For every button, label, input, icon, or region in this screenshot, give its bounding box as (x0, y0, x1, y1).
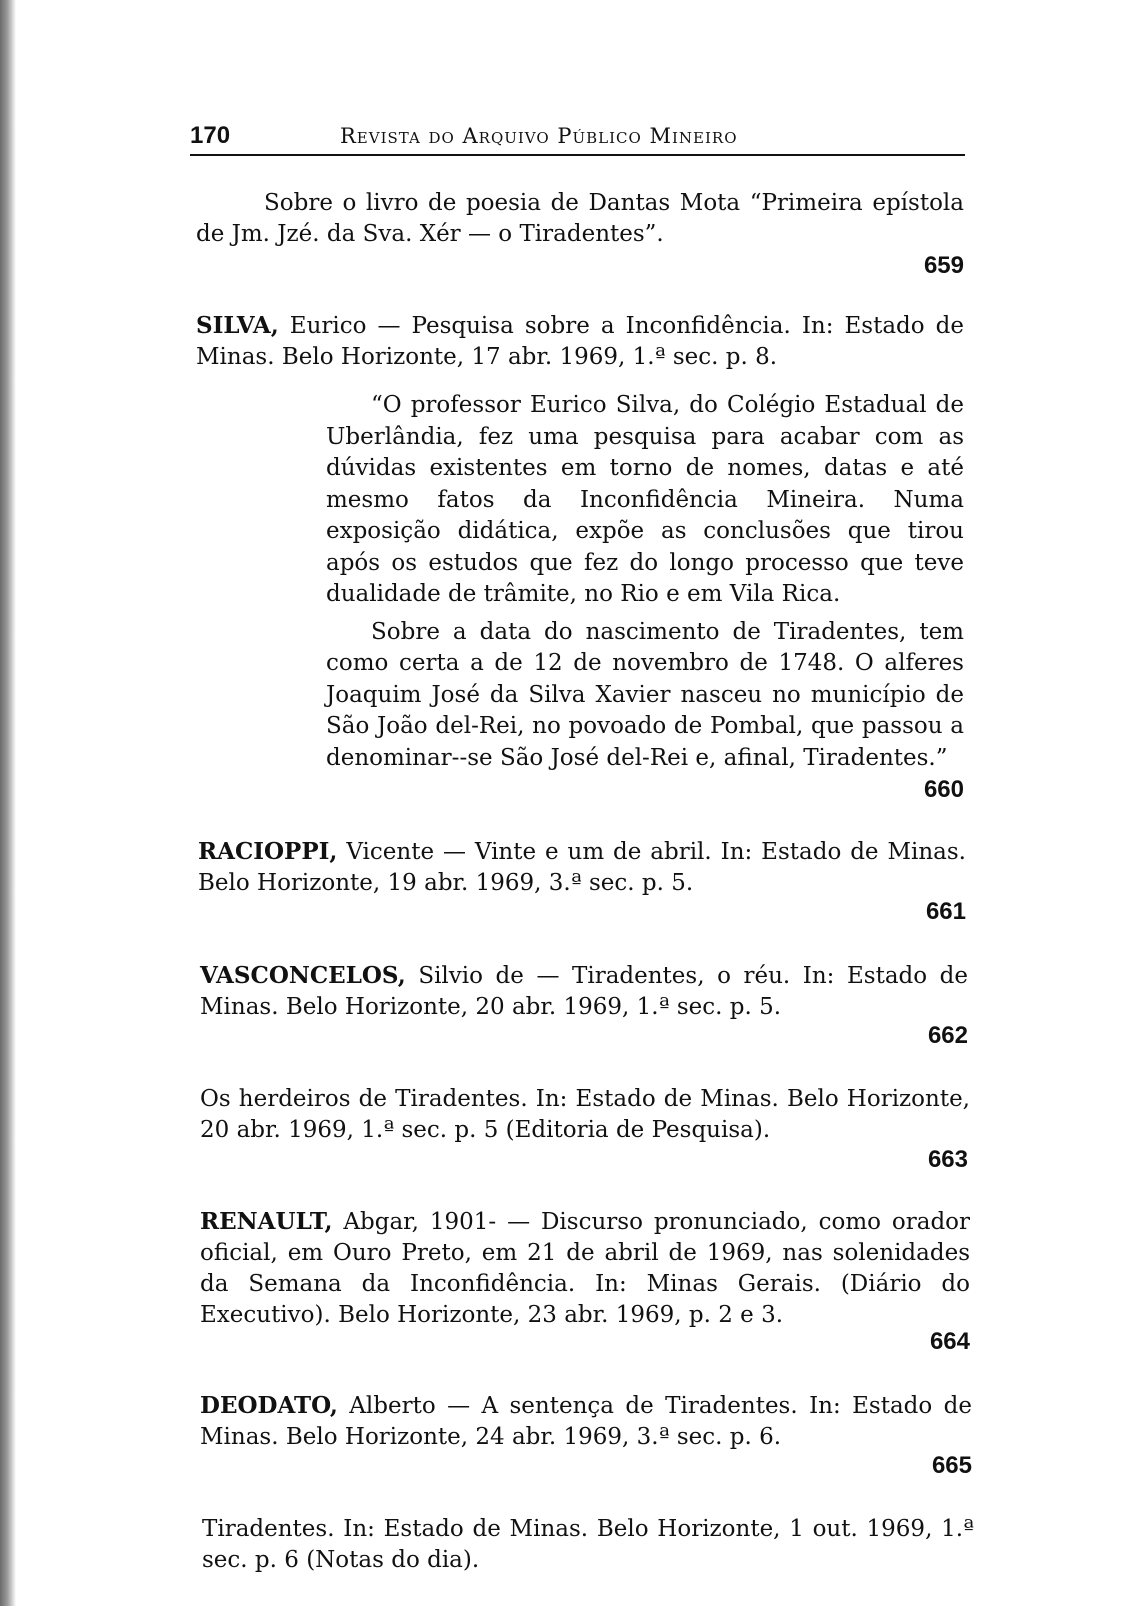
entry-text: Vicente — Vinte e um de abril. In: Estado de Minas. Belo Horizonte, 19 abr. 1969, 3.ª sec. p. 5. (198, 839, 966, 896)
entry-660-quote (326, 390, 964, 780)
entry-number-663: 663 (927, 1146, 968, 1173)
entry-author: RENAULT, (200, 1208, 333, 1235)
entry-665-text (200, 1390, 972, 1453)
journal-title: Revista do Arquivo Público Mineiro (340, 124, 738, 148)
entry-number-661: 661 (925, 898, 966, 925)
entry-number-660: 660 (923, 776, 964, 803)
page-header (190, 122, 965, 156)
entry-author: DEODATO, (200, 1392, 338, 1419)
entry-text: Eurico — Pesquisa sobre a Inconfidência. In: Estado de Minas. Belo Horizonte, 17 abr. 1969, 1.ª sec. p. 8. (196, 313, 965, 370)
entry-number-665: 665 (931, 1452, 972, 1479)
entry-number-664: 664 (929, 1328, 970, 1355)
entry-666-text (202, 1514, 974, 1576)
entry-text: Sobre o livro de poesia de Dantas Mota “Primeira epístola de Jm. Jzé. da Sva. Xér — o Tiradentes”. (196, 190, 964, 247)
entry-660-text (196, 310, 964, 373)
entry-662-text (200, 960, 968, 1023)
entry-664-text (200, 1206, 970, 1331)
quote-paragraph: Sobre a data do nascimento de Tiradentes, tem como certa a de 12 de novembro de 1748. O alferes Joaquim José da Silva Xavier nasceu no município de São João del-Rei, no povoado de Pombal, que passou a denominar--se São José del-Rei e, afinal, Tiradentes.” (326, 618, 964, 771)
entry-author: SILVA, (196, 312, 279, 339)
entry-author: RACIOPPI, (198, 838, 338, 865)
entry-text: Alberto — A sentença de Tiradentes. In: Estado de Minas. Belo Horizonte, 24 abr. 1969, 3.ª sec. p. 6. (200, 1393, 972, 1450)
entry-text: Abgar, 1901- — Discurso pronunciado, como orador oficial, em Ouro Preto, em 21 de abril de 1969, nas solenidades da Semana da Inconfidência. In: Minas Gerais. (Diário do Executivo). Belo Horizonte, 23 abr. 1969, p. 2 e 3. (200, 1209, 971, 1328)
entry-text: Tiradentes. In: Estado de Minas. Belo Horizonte, 1 out. 1969, 1.ª sec. p. 6 (Notas do dia). (202, 1516, 974, 1573)
page-number: 170 (190, 122, 231, 149)
entry-text: Os herdeiros de Tiradentes. In: Estado de Minas. Belo Horizonte, 20 abr. 1969, 1.ª sec. p. 5 (Editoria de Pesquisa). (200, 1086, 970, 1143)
entry-text: Silvio de — Tiradentes, o réu. In: Estado de Minas. Belo Horizonte, 20 abr. 1969, 1.ª sec. p. 5. (200, 963, 969, 1020)
entry-663-text (200, 1084, 970, 1146)
quote-paragraph: “O professor Eurico Silva, do Colégio Estadual de Uberlândia, fez uma pesquisa para acabar com as dúvidas existentes em torno de nomes, datas e até mesmo fatos da Inconfidência Mineira. Numa exposição didática, expõe as conclusões que tirou após os estudos que fez do longo processo que teve dualidade de trâmite, no Rio e em Vila Rica. (326, 392, 964, 607)
entry-author: VASCONCELOS, (200, 962, 406, 989)
entry-659-text (196, 188, 964, 250)
entry-number-662: 662 (927, 1022, 968, 1049)
entry-661-text (198, 836, 966, 899)
entry-number-659: 659 (923, 252, 964, 279)
